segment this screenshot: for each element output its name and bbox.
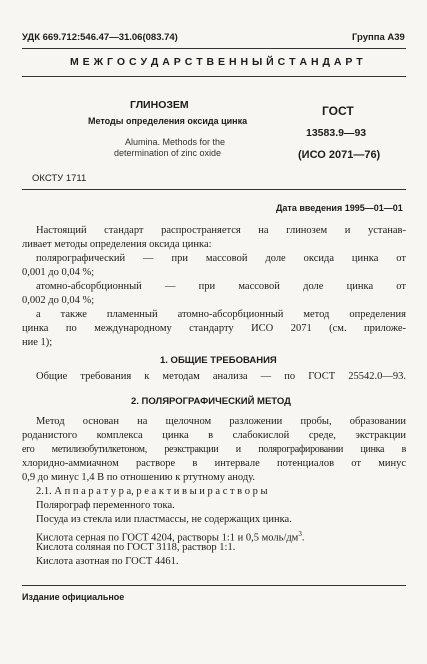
header-rule — [22, 76, 406, 77]
intro-line-8: цинка по международному стандарту ИСО 2071 (см. приложе- — [22, 323, 406, 334]
top-rule — [22, 48, 406, 49]
official-edition: Издание официальное — [22, 592, 125, 602]
iso-reference: (ИСО 2071—76) — [298, 149, 381, 161]
footer-rule — [22, 585, 406, 586]
section-2-line-1: Метод основан на щелочном разложении пробы, образовании — [36, 416, 406, 427]
item-sulfuric-acid-end: . — [301, 532, 305, 544]
effective-date: Дата введения 1995—01—01 — [276, 203, 403, 213]
item-polarograph: Полярограф переменного тока. — [36, 500, 175, 511]
document-subtitle: Методы определения оксида цинка — [88, 116, 248, 126]
intro-line-4: 0,001 до 0,04 %; — [22, 267, 95, 278]
item-hydrochloric-acid: Кислота соляная по ГОСТ 3118, раствор 1:1. — [36, 542, 236, 553]
document-title: ГЛИНОЗЕМ — [130, 99, 189, 111]
section-2-1-heading: 2.1. А п п а р а т у р а, р е а к т и в ы и р а с т в о р ы — [36, 486, 268, 497]
oksty-code: ОКСТУ 1711 — [32, 173, 87, 184]
gost-label: ГОСТ — [322, 104, 354, 118]
intro-line-1: Настоящий стандарт распространяется на глинозем и устанав- — [36, 225, 406, 236]
group-code: Группа А39 — [352, 32, 405, 43]
section-2-line-5: 0,9 до минус 1,4 В по отношению к ртутному аноду. — [22, 472, 255, 483]
section-2-line-4: хлоридно-аммиачном растворе в интервале потенциалов от минус — [22, 458, 406, 469]
english-title-line1: Alumina. Methods for the — [125, 137, 226, 147]
section-2-line-2: роданистого комплекса цинка в слабокислой среде, экстракции — [22, 430, 406, 441]
section-2-heading: 2. ПОЛЯРОГРАФИЧЕСКИЙ МЕТОД — [131, 396, 291, 407]
intro-line-2: ливает методы определения оксида цинка: — [22, 239, 212, 250]
item-sulfuric-acid-text: Кислота серная по ГОСТ 4204, растворы 1:1 и 0,5 моль/дм — [36, 532, 299, 544]
intro-line-7: а также пламенный атомно-абсорбционный метод определения — [36, 309, 406, 320]
section-2-line-3: его метилизобутилкетоном, реэкстракции и полярографировании цинка в — [22, 444, 406, 455]
udk-code: УДК 669.712:546.47—31.06(083.74) — [22, 32, 178, 43]
section-1-text: Общие требования к методам анализа — по ГОСТ 25542.0—93. — [36, 371, 406, 382]
standard-type: М Е Ж Г О С У Д А Р С Т В Е Н Н Ы Й С Т А Н Д А Р Т — [70, 56, 364, 68]
item-sulfuric-acid-sup: 3 — [298, 530, 302, 538]
intro-line-6: 0,002 до 0,04 %; — [22, 295, 95, 306]
english-title-line2: determination of zinc oxide — [114, 148, 222, 158]
section-1-heading: 1. ОБЩИЕ ТРЕБОВАНИЯ — [160, 355, 277, 366]
item-nitric-acid: Кислота азотная по ГОСТ 4461. — [36, 556, 179, 567]
gost-number: 13583.9—93 — [306, 127, 367, 139]
intro-line-9: ние 1); — [22, 337, 53, 348]
intro-line-3: полярографический — при массовой доле оксида цинка от — [36, 253, 406, 264]
title-rule — [22, 189, 406, 190]
intro-line-5: атомно-абсорбционный — при массовой доле цинка от — [36, 281, 406, 292]
item-glassware: Посуда из стекла или пластмассы, не содержащих цинка. — [36, 514, 292, 525]
